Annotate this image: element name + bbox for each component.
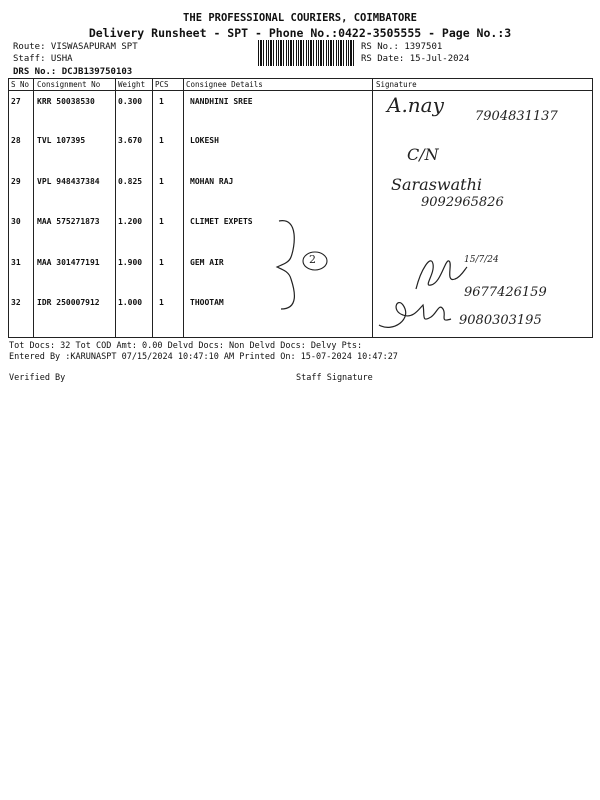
col-header-signature: Signature: [376, 80, 417, 89]
row-consignment: TVL 107395: [37, 136, 86, 145]
row-weight: 1.200: [118, 217, 143, 226]
col-header-pcs: PCS: [155, 80, 169, 89]
totals-line: Tot Docs: 32 Tot COD Amt: 0.00 Delvd Docs: Non Delvd Docs: Delvy Pts:: [9, 341, 363, 351]
staff-signature-label: Staff Signature: [296, 373, 373, 383]
row-weight: 1.000: [118, 298, 143, 307]
signature-scribble: [373, 289, 463, 337]
staff-label: Staff: USHA: [13, 54, 73, 64]
row-consignee: THOOTAM: [190, 298, 224, 307]
row-pcs: 1: [159, 136, 164, 145]
row-pcs: 1: [159, 298, 164, 307]
route-label: Route: VISWASAPURAM SPT: [13, 42, 138, 52]
row-consignment: MAA 575271873: [37, 217, 100, 226]
row-consignee: LOKESH: [190, 136, 219, 145]
row-sno: 28: [11, 136, 21, 145]
row-consignee: MOHAN RAJ: [190, 177, 234, 186]
row-sno: 29: [11, 177, 21, 186]
row-weight: 3.670: [118, 136, 143, 145]
row-weight: 0.300: [118, 97, 143, 106]
entered-by-line: Entered By :KARUNASPT 07/15/2024 10:47:10 AM Printed On: 15-07-2024 10:47:27: [9, 352, 398, 362]
row-consignee: NANDHINI SREE: [190, 97, 253, 106]
col-divider: [183, 79, 184, 337]
signature-handwriting: Saraswathi: [391, 175, 482, 194]
bracket-mark: [271, 217, 341, 312]
row-sno: 30: [11, 217, 21, 226]
row-sno: 31: [11, 258, 21, 267]
col-header-consignee: Consignee Details: [186, 80, 263, 89]
row-consignment: KRR 50038530: [37, 97, 95, 106]
company-title: THE PROFESSIONAL COURIERS, COIMBATORE: [183, 12, 417, 24]
handwritten-phone: 7904831137: [475, 109, 558, 124]
signature-handwriting: C/N: [407, 145, 439, 164]
table-header-divider: [9, 90, 592, 91]
col-header-consignment: Consignment No: [37, 80, 101, 89]
col-divider: [115, 79, 116, 337]
row-weight: 0.825: [118, 177, 143, 186]
runsheet-table: [8, 78, 593, 338]
col-divider: [152, 79, 153, 337]
row-sno: 27: [11, 97, 21, 106]
handwritten-phone: 9092965826: [421, 195, 504, 210]
col-divider: [33, 79, 34, 337]
row-pcs: 1: [159, 217, 164, 226]
row-consignment: VPL 948437384: [37, 177, 100, 186]
verified-by-label: Verified By: [9, 373, 66, 383]
handwritten-phone: 9080303195: [459, 313, 542, 328]
row-weight: 1.900: [118, 258, 143, 267]
row-consignment: MAA 301477191: [37, 258, 100, 267]
bracket-count: 2: [309, 253, 316, 266]
col-header-weight: Weight: [118, 80, 146, 89]
handwritten-date: 15/7/24: [464, 255, 499, 265]
signature-handwriting: A.nay: [387, 93, 444, 117]
drs-number: DRS No.: DCJB139750103: [13, 67, 133, 77]
row-consignee: GEM AIR: [190, 258, 224, 267]
row-consignee: CLIMET EXPETS: [190, 217, 253, 226]
row-consignment: IDR 250007912: [37, 298, 100, 307]
row-pcs: 1: [159, 97, 164, 106]
runsheet-subtitle: Delivery Runsheet - SPT - Phone No.:0422-3505555 - Page No.:3: [88, 26, 512, 40]
row-pcs: 1: [159, 258, 164, 267]
handwritten-phone: 9677426159: [464, 285, 547, 300]
row-pcs: 1: [159, 177, 164, 186]
row-sno: 32: [11, 298, 21, 307]
col-header-sno: S No: [11, 80, 30, 89]
rs-date: RS Date: 15-Jul-2024: [361, 54, 470, 64]
barcode: [258, 40, 356, 66]
rs-number: RS No.: 1397501: [361, 42, 443, 52]
